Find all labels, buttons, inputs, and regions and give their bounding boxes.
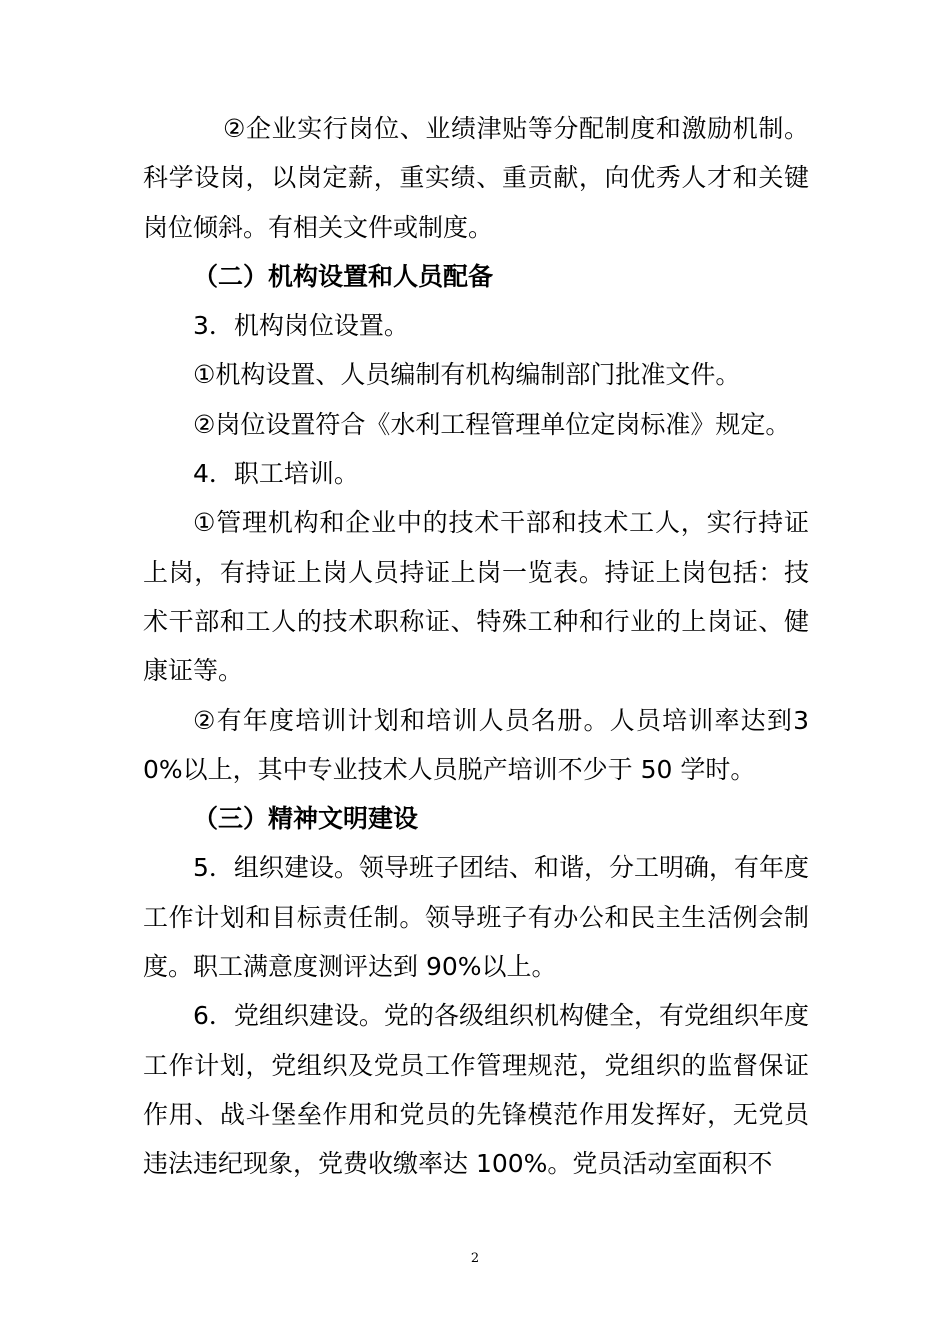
paragraph-institution-setup: ①机构设置、人员编制有机构编制部门批准文件。 bbox=[193, 360, 741, 390]
paragraph-organization-building: 5．组织建设。领导班子团结、和谐，分工明确，有年度工作计划和目标责任制。领导班子有办公和民主生活例会制度。职工满意度测评达到 90%以上。 bbox=[143, 853, 809, 982]
paragraph-party-building: 6．党组织建设。党的各级组织机构健全，有党组织年度工作计划，党组织及党员工作管理规范，党组织的监督保证作用、战斗堡垒作用和党员的先锋模范作用发挥好，无党员违法违纪现象，党费收缴率达 100%。党员活动室面积不 bbox=[143, 1001, 809, 1179]
item-4-title: 4．职工培训。 bbox=[193, 459, 359, 489]
section-heading-organization: （二）机构设置和人员配备 bbox=[193, 261, 494, 291]
page-number: 2 bbox=[470, 1251, 480, 1266]
paragraph-certification: ①管理机构和企业中的技术干部和技术工人，实行持证上岗，有持证上岗人员持证上岗一览表。持证上岗包括：技术干部和工人的技术职称证、特殊工种和行业的上岗证、健康证等。 bbox=[143, 508, 809, 686]
section-heading-civilization: （三）精神文明建设 bbox=[193, 804, 419, 834]
document-body bbox=[143, 104, 809, 1189]
paragraph-training-plan: ②有年度培训计划和培训人员名册。人员培训率达到30%以上，其中专业技术人员脱产培训不少于 50 学时。 bbox=[143, 705, 809, 784]
item-3-title: 3．机构岗位设置。 bbox=[193, 311, 409, 341]
paragraph-position-setup: ②岗位设置符合《水利工程管理单位定岗标准》规定。 bbox=[193, 409, 791, 439]
paragraph-incentive-mechanism: ②企业实行岗位、业绩津贴等分配制度和激励机制。科学设岗，以岗定薪，重实绩、重贡献，向优秀人才和关键岗位倾斜。有相关文件或制度。 bbox=[143, 114, 809, 242]
